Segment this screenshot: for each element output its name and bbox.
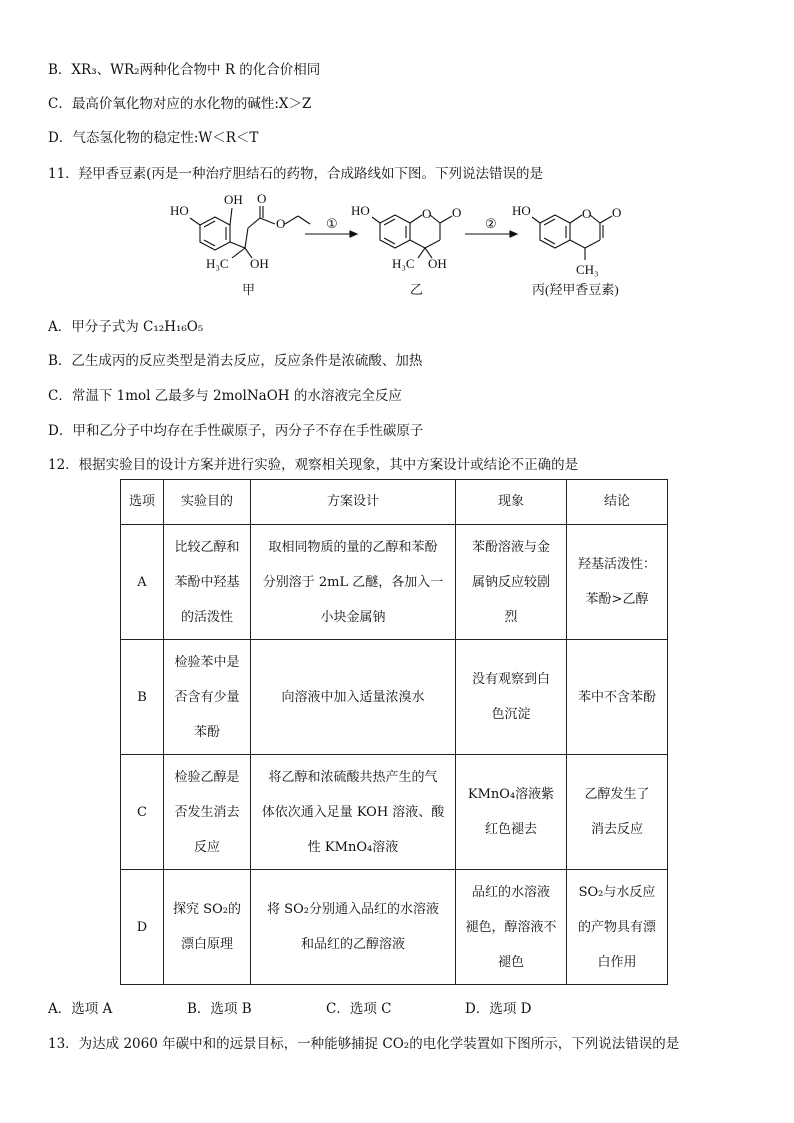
cell-design: [251, 525, 456, 640]
yi-ho: HO: [351, 203, 370, 218]
cell-purpose-line: 探究 SO₂的: [173, 902, 241, 917]
cell-design: [251, 640, 456, 755]
cell-design-line: 和品红的乙醇溶液: [300, 937, 405, 952]
cell-phenomenon-line: 褪色: [497, 954, 524, 970]
cell-purpose-line: 否含有少量: [174, 689, 240, 705]
q12-answer-options: [48, 997, 604, 1017]
experiment-table: [120, 479, 668, 985]
table-header-row: [121, 480, 668, 525]
cell-phenomenon-line: 色沉淀: [491, 707, 531, 722]
cell-design-line: 性 KMnO₄溶液: [307, 839, 399, 855]
jia-ester-o: O: [276, 216, 286, 231]
cell-purpose-line: 检验苯中是: [174, 654, 240, 670]
q13-stem: 13．为达成 2060 年碳中和的远景目标，一种能够捕捉 CO₂的电化学装置如下图所示，下列说法错误的是: [48, 1036, 680, 1052]
step-1-label: ①: [326, 216, 338, 231]
header-conclusion: 结论: [567, 480, 668, 525]
yi-h3c: H₃C: [392, 256, 415, 271]
cell-purpose: [164, 525, 251, 640]
label-yi: 乙: [410, 282, 424, 297]
cell-phenomenon-line: 红色褪去: [484, 822, 537, 837]
cell-design-line: 向溶液中加入适量浓溴水: [281, 689, 425, 705]
q11-option-a: A．甲分子式为 C₁₂H₁₆O₅: [48, 319, 204, 335]
header-phenomenon: 现象: [456, 480, 567, 525]
bing-ch3: CH₃: [576, 262, 599, 277]
yi-ring-o: O: [422, 206, 432, 221]
q10-option-b: B．XR₃、WR₂两种化合物中 R 的化合价相同: [48, 62, 321, 78]
cell-design: [251, 870, 456, 985]
cell-conclusion-line: 消去反应: [590, 822, 643, 837]
cell-phenomenon-line: 褪色，醇溶液不: [465, 919, 557, 935]
jia-carbonyl-o: O: [257, 191, 267, 206]
cell-conclusion-line: 苯中不含苯酚: [577, 689, 656, 705]
cell-phenomenon: [456, 755, 567, 870]
cell-conclusion: [567, 640, 668, 755]
cell-phenomenon-line: 烈: [504, 609, 518, 625]
cell-conclusion-line: SO₂与水反应: [578, 884, 656, 900]
table-row: [121, 755, 668, 870]
cell-purpose-line: 漂白原理: [180, 937, 233, 952]
cell-conclusion: [567, 870, 668, 985]
q12-option-c: C．选项 C: [326, 1001, 392, 1017]
bing-ring-o: O: [582, 206, 592, 221]
q11-option-c: C．常温下 1mol 乙最多与 2molNaOH 的水溶液完全反应: [48, 388, 402, 404]
step-2-label: ②: [485, 216, 497, 231]
cell-phenomenon-line: 品红的水溶液: [471, 884, 550, 900]
cell-conclusion-line: 的产物具有漂: [577, 919, 656, 935]
q12-stem: 12．根据实验目的设计方案并进行实验，观察相关现象，其中方案设计或结论不正确的是: [48, 457, 579, 473]
cell-purpose-line: 的活泼性: [180, 609, 233, 625]
cell-purpose-line: 反应: [193, 839, 220, 855]
cell-design-line: 分别溶于 2mL 乙醚，各加入一: [262, 574, 444, 590]
label-jia: 甲: [242, 282, 256, 297]
cell-purpose-line: 苯酚中羟基: [174, 574, 240, 590]
cell-purpose-line: 苯酚: [193, 724, 220, 740]
synthesis-scheme: [160, 190, 660, 300]
header-option: 选项: [121, 480, 164, 525]
header-purpose: 实验目的: [164, 480, 251, 525]
q12-option-a: A．选项 A: [48, 1001, 113, 1017]
cell-phenomenon: [456, 525, 567, 640]
cell-phenomenon: [456, 640, 567, 755]
cell-conclusion-line: 乙醇发生了: [584, 787, 650, 802]
q11-option-b: B．乙生成丙的反应类型是消去反应，反应条件是浓硫酸、加热: [48, 353, 423, 369]
cell-option: C: [121, 755, 164, 870]
cell-design-line: 将乙醇和浓硫酸共热产生的气: [268, 769, 438, 785]
cell-design: [251, 755, 456, 870]
q12-option-d: D．选项 D: [465, 1001, 532, 1017]
table-row: [121, 640, 668, 755]
bing-ho: HO: [512, 203, 531, 218]
cell-design-line: 体依次通入足量 KOH 溶液、酸: [261, 804, 445, 820]
table-row: [121, 525, 668, 640]
cell-purpose-line: 否发生消去: [174, 804, 240, 820]
yi-oh: OH: [428, 256, 447, 271]
cell-purpose: [164, 640, 251, 755]
bing-carbonyl-o: O: [612, 205, 622, 220]
cell-option: B: [121, 640, 164, 755]
jia-oh-top: OH: [224, 192, 243, 207]
cell-conclusion-line: 白作用: [597, 954, 637, 970]
jia-oh-bottom: OH: [250, 256, 269, 271]
cell-conclusion-line: 苯酚>乙醇: [585, 592, 649, 607]
cell-design-line: 小块金属钠: [320, 609, 386, 625]
cell-phenomenon: [456, 870, 567, 985]
cell-phenomenon-line: 没有观察到白: [471, 672, 550, 687]
cell-design-line: 将 SO₂分别通入品红的水溶液: [267, 902, 439, 917]
header-design: 方案设计: [251, 480, 456, 525]
q11-stem: 11．羟甲香豆素(丙是一种治疗胆结石的药物，合成路线如下图。下列说法错误的是: [48, 166, 543, 182]
cell-purpose-line: 检验乙醇是: [174, 769, 240, 785]
yi-carbonyl-o: O: [452, 205, 462, 220]
cell-design-line: 取相同物质的量的乙醇和苯酚: [268, 539, 438, 555]
cell-phenomenon-line: 属钠反应较剧: [471, 574, 550, 590]
label-bing: 丙(羟甲香豆素): [532, 282, 619, 297]
cell-purpose-line: 比较乙醇和: [174, 539, 240, 555]
cell-conclusion-line: 羟基活泼性：: [577, 557, 656, 572]
cell-conclusion: [567, 525, 668, 640]
cell-conclusion: [567, 755, 668, 870]
jia-h3c: H₃C: [206, 256, 229, 271]
q12-option-b: B．选项 B: [187, 1001, 252, 1017]
q10-option-c: C．最高价氧化物对应的水化物的碱性:X＞Z: [48, 96, 312, 112]
q10-option-d: D．气态氢化物的稳定性:W＜R＜T: [48, 130, 259, 146]
cell-purpose: [164, 755, 251, 870]
cell-phenomenon-line: 苯酚溶液与金: [471, 539, 550, 555]
cell-option: A: [121, 525, 164, 640]
table-row: [121, 870, 668, 985]
cell-option: D: [121, 870, 164, 985]
cell-phenomenon-line: KMnO₄溶液紫: [467, 787, 555, 802]
q11-option-d: D．甲和乙分子中均存在手性碳原子，丙分子不存在手性碳原子: [48, 423, 424, 439]
cell-purpose: [164, 870, 251, 985]
jia-ho: HO: [170, 203, 189, 218]
